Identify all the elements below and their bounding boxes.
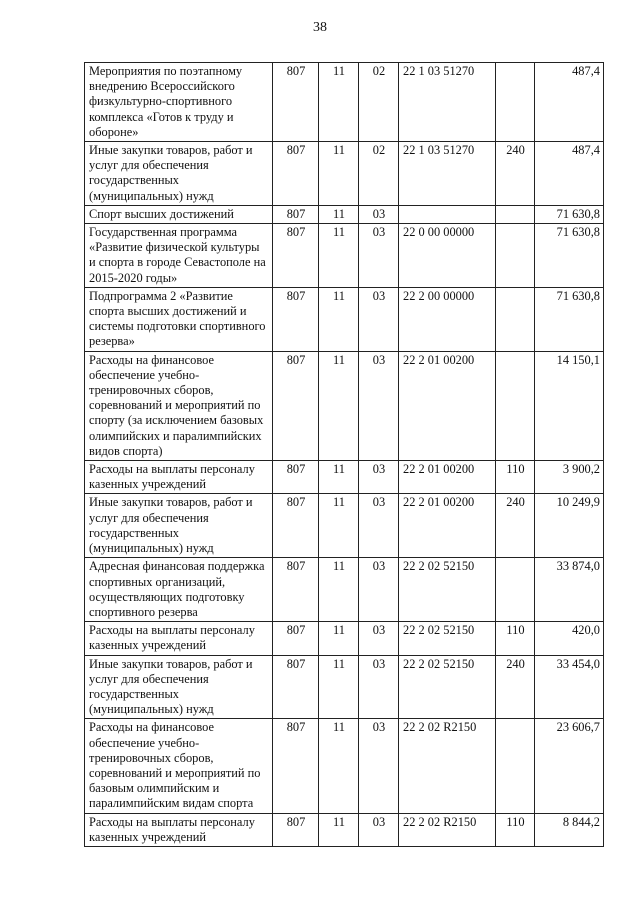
row-name-cell: Иные закупки товаров, работ и услуг для обеспечения государственных (муниципальных) нужд bbox=[85, 494, 273, 558]
amount-cell: 23 606,7 bbox=[535, 719, 604, 813]
ministry-code-cell: 807 bbox=[273, 63, 319, 142]
expense-type-cell: 240 bbox=[496, 494, 535, 558]
ministry-code-cell: 807 bbox=[273, 142, 319, 206]
expense-type-cell bbox=[496, 719, 535, 813]
amount-cell: 487,4 bbox=[535, 142, 604, 206]
table-row bbox=[85, 461, 604, 494]
target-article-cell: 22 0 00 00000 bbox=[399, 224, 496, 288]
ministry-code-cell: 807 bbox=[273, 558, 319, 622]
table-row bbox=[85, 622, 604, 655]
target-article-cell: 22 2 01 00200 bbox=[399, 494, 496, 558]
expense-type-cell: 110 bbox=[496, 622, 535, 655]
section-code-cell: 11 bbox=[319, 494, 359, 558]
row-name-cell: Расходы на финансовое обеспечение учебно-тренировочных сборов, соревнований и мероприятий по базовым олимпийским и паралимпийским видам спорта bbox=[85, 719, 273, 813]
section-code-cell: 11 bbox=[319, 142, 359, 206]
row-name-cell: Иные закупки товаров, работ и услуг для обеспечения государственных (муниципальных) нужд bbox=[85, 655, 273, 719]
expense-type-cell bbox=[496, 558, 535, 622]
amount-cell: 71 630,8 bbox=[535, 287, 604, 351]
ministry-code-cell: 807 bbox=[273, 205, 319, 223]
row-name-cell: Государственная программа «Развитие физической культуры и спорта в городе Севастополе на 2015-2020 годы» bbox=[85, 224, 273, 288]
amount-cell: 8 844,2 bbox=[535, 813, 604, 846]
target-article-cell: 22 1 03 51270 bbox=[399, 63, 496, 142]
expense-type-cell bbox=[496, 351, 535, 460]
table-row bbox=[85, 63, 604, 142]
page-number: 38 bbox=[313, 20, 327, 35]
row-name-cell: Расходы на выплаты персоналу казенных учреждений bbox=[85, 813, 273, 846]
target-article-cell: 22 2 02 R2150 bbox=[399, 813, 496, 846]
row-name-cell: Адресная финансовая поддержка спортивных организаций, осуществляющих подготовку спортивного резерва bbox=[85, 558, 273, 622]
row-name-cell: Расходы на выплаты персоналу казенных учреждений bbox=[85, 461, 273, 494]
ministry-code-cell: 807 bbox=[273, 461, 319, 494]
section-code-cell: 11 bbox=[319, 655, 359, 719]
amount-cell: 33 874,0 bbox=[535, 558, 604, 622]
section-code-cell: 11 bbox=[319, 622, 359, 655]
target-article-cell: 22 2 00 00000 bbox=[399, 287, 496, 351]
expense-type-cell: 110 bbox=[496, 813, 535, 846]
expense-type-cell bbox=[496, 287, 535, 351]
target-article-cell: 22 1 03 51270 bbox=[399, 142, 496, 206]
section-code-cell: 11 bbox=[319, 287, 359, 351]
subsection-code-cell: 02 bbox=[359, 63, 399, 142]
amount-cell: 71 630,8 bbox=[535, 224, 604, 288]
subsection-code-cell: 03 bbox=[359, 461, 399, 494]
target-article-cell bbox=[399, 205, 496, 223]
ministry-code-cell: 807 bbox=[273, 655, 319, 719]
subsection-code-cell: 02 bbox=[359, 142, 399, 206]
table-row bbox=[85, 494, 604, 558]
subsection-code-cell: 03 bbox=[359, 351, 399, 460]
subsection-code-cell: 03 bbox=[359, 287, 399, 351]
ministry-code-cell: 807 bbox=[273, 622, 319, 655]
amount-cell: 10 249,9 bbox=[535, 494, 604, 558]
ministry-code-cell: 807 bbox=[273, 287, 319, 351]
amount-cell: 14 150,1 bbox=[535, 351, 604, 460]
row-name-cell: Расходы на финансовое обеспечение учебно-тренировочных сборов, соревнований и мероприятий по спорту (за исключением базовых олимпийских и паралимпийских видов спорта) bbox=[85, 351, 273, 460]
table-row bbox=[85, 224, 604, 288]
amount-cell: 3 900,2 bbox=[535, 461, 604, 494]
target-article-cell: 22 2 01 00200 bbox=[399, 351, 496, 460]
budget-table-body bbox=[85, 63, 604, 847]
section-code-cell: 11 bbox=[319, 719, 359, 813]
table-row bbox=[85, 351, 604, 460]
ministry-code-cell: 807 bbox=[273, 813, 319, 846]
row-name-cell: Спорт высших достижений bbox=[85, 205, 273, 223]
subsection-code-cell: 03 bbox=[359, 622, 399, 655]
row-name-cell: Расходы на выплаты персоналу казенных учреждений bbox=[85, 622, 273, 655]
row-name-cell: Подпрограмма 2 «Развитие спорта высших достижений и системы подготовки спортивного резерва» bbox=[85, 287, 273, 351]
expense-type-cell bbox=[496, 224, 535, 288]
target-article-cell: 22 2 02 52150 bbox=[399, 558, 496, 622]
expense-type-cell bbox=[496, 63, 535, 142]
budget-table bbox=[84, 62, 604, 847]
target-article-cell: 22 2 02 52150 bbox=[399, 655, 496, 719]
amount-cell: 487,4 bbox=[535, 63, 604, 142]
expense-type-cell bbox=[496, 205, 535, 223]
amount-cell: 71 630,8 bbox=[535, 205, 604, 223]
table-row bbox=[85, 142, 604, 206]
ministry-code-cell: 807 bbox=[273, 719, 319, 813]
section-code-cell: 11 bbox=[319, 224, 359, 288]
section-code-cell: 11 bbox=[319, 205, 359, 223]
ministry-code-cell: 807 bbox=[273, 351, 319, 460]
subsection-code-cell: 03 bbox=[359, 494, 399, 558]
target-article-cell: 22 2 02 52150 bbox=[399, 622, 496, 655]
section-code-cell: 11 bbox=[319, 813, 359, 846]
section-code-cell: 11 bbox=[319, 461, 359, 494]
target-article-cell: 22 2 02 R2150 bbox=[399, 719, 496, 813]
subsection-code-cell: 03 bbox=[359, 224, 399, 288]
table-row bbox=[85, 655, 604, 719]
expense-type-cell: 240 bbox=[496, 655, 535, 719]
subsection-code-cell: 03 bbox=[359, 719, 399, 813]
expense-type-cell: 240 bbox=[496, 142, 535, 206]
expense-type-cell: 110 bbox=[496, 461, 535, 494]
table-row bbox=[85, 719, 604, 813]
subsection-code-cell: 03 bbox=[359, 655, 399, 719]
amount-cell: 420,0 bbox=[535, 622, 604, 655]
table-row bbox=[85, 558, 604, 622]
row-name-cell: Мероприятия по поэтапному внедрению Всероссийского физкультурно-спортивного комплекса «Готов к труду и обороне» bbox=[85, 63, 273, 142]
section-code-cell: 11 bbox=[319, 558, 359, 622]
table-row bbox=[85, 813, 604, 846]
ministry-code-cell: 807 bbox=[273, 224, 319, 288]
subsection-code-cell: 03 bbox=[359, 205, 399, 223]
section-code-cell: 11 bbox=[319, 63, 359, 142]
target-article-cell: 22 2 01 00200 bbox=[399, 461, 496, 494]
ministry-code-cell: 807 bbox=[273, 494, 319, 558]
subsection-code-cell: 03 bbox=[359, 813, 399, 846]
section-code-cell: 11 bbox=[319, 351, 359, 460]
subsection-code-cell: 03 bbox=[359, 558, 399, 622]
amount-cell: 33 454,0 bbox=[535, 655, 604, 719]
table-row bbox=[85, 287, 604, 351]
row-name-cell: Иные закупки товаров, работ и услуг для обеспечения государственных (муниципальных) нужд bbox=[85, 142, 273, 206]
table-row bbox=[85, 205, 604, 223]
